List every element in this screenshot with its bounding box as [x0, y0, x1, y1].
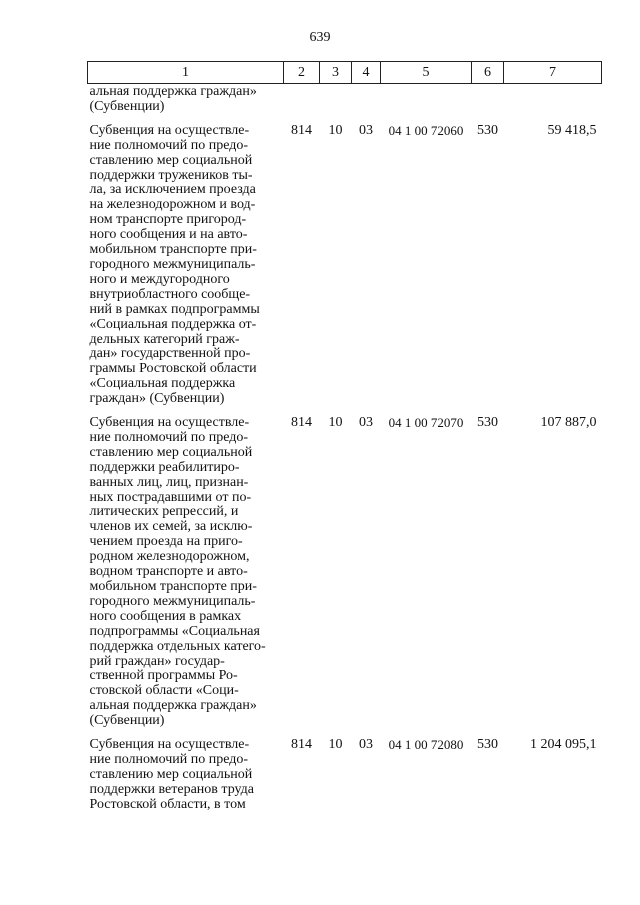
description-line: ного и междугородного [89, 271, 230, 287]
expense-type-code: 530 [477, 415, 498, 431]
page-number: 639 [309, 30, 331, 45]
description-line: ном транспорте пригород- [89, 212, 247, 228]
description-line: граждан» (Субвенции) [89, 391, 225, 407]
description-line: Субвенция на осуществле- [89, 415, 250, 431]
description-line: альная поддержка граждан» [89, 84, 257, 99]
subsection-code: 03 [359, 122, 373, 138]
budget-table [87, 61, 602, 822]
description-line: поддержки ветеранов труда [89, 781, 254, 797]
description-line: поддержка отдельных катего- [89, 638, 266, 654]
description-line: (Субвенции) [89, 713, 165, 729]
continuation-description [88, 84, 284, 124]
description-line: (Субвенции) [89, 98, 165, 114]
section-code: 10 [328, 415, 343, 431]
description-line: литических репрессий, и [89, 504, 239, 520]
description-line: ние полномочий по предо- [89, 429, 249, 445]
description-line: дан» государственной про- [89, 346, 251, 362]
description-line: альная поддержка граждан» [89, 698, 257, 714]
description-line: водном транспорте и авто- [89, 564, 248, 580]
ministry-code: 814 [291, 122, 312, 138]
description-line: мобильном транспорте при- [89, 579, 257, 594]
description-line: мобильном транспорте при- [89, 242, 257, 258]
description-line: членов их семей, за исклю- [89, 519, 253, 535]
table-row [88, 738, 602, 822]
description-line: внутриобластного сообще- [89, 286, 251, 302]
row-description [88, 738, 284, 822]
description-line: стовской области «Соци- [89, 683, 239, 699]
target-code: 04 1 00 72060 [388, 122, 464, 138]
subsection-code: 03 [359, 415, 373, 431]
header-col-5: 5 [381, 62, 472, 84]
subsection-code: 03 [359, 737, 373, 753]
description-line: поддержки реабилитиро- [89, 459, 240, 475]
header-col-4: 4 [352, 62, 381, 84]
description-line: Субвенция на осуществле- [89, 737, 250, 753]
description-line: ного сообщения в рамках [89, 608, 242, 624]
continuation-row [88, 84, 602, 124]
description-line: дельных категорий граж- [89, 331, 240, 347]
ministry-code: 814 [291, 415, 312, 431]
description-line: ла, за исключением проезда [89, 182, 256, 198]
description-line: ний в рамках подпрограммы [89, 301, 260, 317]
description-line: ние полномочий по предо- [89, 137, 249, 153]
description-line: на железнодорожном и вод- [89, 197, 256, 213]
description-line: Ростовской области, в том [89, 796, 246, 812]
description-line: граммы Ростовской области [89, 361, 257, 377]
description-line: родном железнодорожном, [89, 549, 250, 565]
amount: 107 887,0 [540, 415, 597, 431]
description-line: ванных лиц, лиц, признан- [89, 474, 249, 490]
table-row [88, 416, 602, 738]
header-col-2: 2 [284, 62, 320, 84]
description-line: Субвенция на осуществле- [89, 122, 250, 138]
description-line: ставлению мер социальной [89, 766, 253, 782]
ministry-code: 814 [291, 737, 312, 753]
section-code: 10 [328, 122, 343, 138]
amount: 59 418,5 [547, 122, 597, 138]
description-line: городного межмуниципаль- [89, 593, 256, 609]
description-line: ние полномочий по предо- [89, 751, 249, 767]
expense-type-code: 530 [477, 737, 498, 753]
description-line: «Социальная поддержка от- [89, 316, 257, 332]
row-description [88, 416, 284, 738]
header-col-6: 6 [472, 62, 504, 84]
header-col-3: 3 [320, 62, 352, 84]
description-line: подпрограммы «Социальная [89, 623, 260, 639]
description-line: ственной программы Ро- [89, 668, 238, 684]
description-line: ставлению мер социальной [89, 152, 253, 168]
description-line: чением проезда на приго- [89, 534, 243, 550]
description-line: ного сообщения и на авто- [89, 227, 248, 243]
description-line: городного межмуниципаль- [89, 256, 256, 272]
section-code: 10 [328, 737, 343, 753]
target-code: 04 1 00 72070 [388, 415, 464, 431]
description-line: ставлению мер социальной [89, 444, 253, 460]
description-line: ных пострадавшими от по- [89, 489, 252, 505]
header-col-7: 7 [504, 62, 602, 84]
header-col-1: 1 [88, 62, 284, 84]
expense-type-code: 530 [477, 122, 498, 138]
description-line: «Социальная поддержка [89, 376, 236, 392]
table-row [88, 124, 602, 416]
header-row [88, 62, 602, 84]
description-line: поддержки тружеников ты- [89, 167, 253, 183]
row-description [88, 124, 284, 416]
description-line: рий граждан» государ- [89, 653, 225, 669]
amount: 1 204 095,1 [530, 737, 597, 753]
target-code: 04 1 00 72080 [388, 737, 464, 753]
